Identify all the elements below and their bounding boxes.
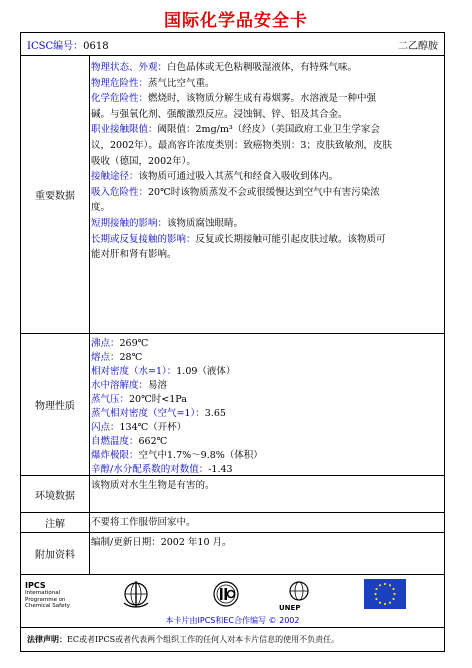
data-line — [91, 91, 442, 107]
ilo-emblem-icon — [211, 579, 241, 609]
field-value: 269℃ — [119, 338, 149, 349]
important-data-content — [91, 60, 442, 263]
unep-label: UNEP — [279, 604, 301, 612]
data-line — [91, 421, 442, 435]
physical-properties-row — [21, 334, 444, 476]
field-value: 阈限值：2mg/m³（经皮）（美国政府工业卫生学家会 — [157, 124, 380, 136]
data-line — [91, 154, 442, 170]
physical-properties-content — [91, 337, 442, 477]
field-value: 吸收（德国，2002年）。 — [91, 155, 196, 167]
data-line — [91, 407, 442, 421]
safety-card — [20, 32, 445, 628]
note-row — [21, 513, 444, 533]
data-line — [91, 463, 442, 477]
data-line — [91, 365, 442, 379]
additional-info-row — [21, 533, 444, 575]
field-key: 职业接触限值： — [91, 124, 158, 136]
eu-flag-icon — [364, 579, 406, 609]
ipcs-line3: Chemical Safety — [25, 603, 70, 609]
field-value: 碱。与强氧化剂、强酸激烈反应。浸蚀铜、锌、铝及其合金。 — [91, 108, 348, 120]
data-line — [91, 107, 442, 123]
disclaimer-text: EC或者IPCS或者代表两个组织工作的任何人对本卡片信息的使用不负责任。 — [67, 635, 340, 644]
field-key: 熔点： — [91, 352, 120, 363]
environment-label: 环境数据 — [21, 476, 90, 512]
credit-line: 本卡片由IPCS和EC合作编写 © 2002 — [165, 616, 300, 625]
field-value: 该物质腐蚀眼睛。 — [167, 217, 244, 229]
field-value: 燃烧时，该物质分解生成有毒烟雾。水溶液是一种中强 — [148, 93, 377, 105]
data-line — [91, 247, 442, 263]
field-key: 水中溶解度： — [91, 380, 149, 391]
field-value: 反复或长期接触可能引起皮肤过敏。该物质可 — [195, 233, 386, 245]
important-data-row — [21, 56, 444, 334]
data-line — [91, 216, 442, 232]
environment-row — [21, 476, 444, 513]
data-line — [91, 393, 442, 407]
data-line — [91, 435, 442, 449]
data-line — [91, 138, 442, 154]
field-key: 短期接触的影响： — [91, 217, 168, 229]
field-key: 相对密度（水=1）： — [91, 366, 177, 377]
field-key: 物理危险性： — [91, 77, 149, 89]
field-value: 蒸气比空气重。 — [148, 77, 215, 89]
data-line — [91, 449, 442, 463]
ipcs-footer — [21, 575, 444, 630]
ipcs-name: IPCS — [25, 581, 46, 590]
data-line — [91, 76, 442, 92]
data-line — [91, 60, 442, 76]
data-line — [91, 351, 442, 365]
data-line — [91, 169, 442, 185]
field-key: 吸入危险性： — [91, 186, 149, 198]
data-line — [91, 379, 442, 393]
field-key: 接触途径： — [91, 171, 139, 183]
field-key: 蒸气相对密度（空气=1）： — [91, 408, 205, 419]
field-value: 度。 — [91, 202, 111, 214]
field-value: 662℃ — [138, 436, 168, 447]
field-value: 白色晶体或无色粘稠吸湿液体，有特殊气味。 — [167, 62, 358, 73]
field-key: 长期或反复接触的影响： — [91, 233, 196, 245]
field-key: 辛醇/水分配系数的对数值： — [91, 464, 209, 475]
header-row — [21, 33, 444, 56]
data-line — [91, 122, 442, 138]
field-key: 闪点： — [91, 422, 120, 433]
field-value: 该物质可通过吸入其蒸气和经食入吸收到体内。 — [138, 171, 339, 183]
card-title: 国际化学品安全卡 — [164, 11, 308, 31]
field-key: 蒸气压： — [91, 394, 130, 405]
field-value: 134℃（开杯） — [119, 422, 187, 433]
field-value: 3.65 — [204, 408, 226, 419]
field-value: 1.09（液体） — [176, 366, 236, 377]
field-value: 20℃时该物质蒸发不会或很缓慢达到空气中有害污染浓 — [148, 186, 380, 198]
who-emblem-icon — [121, 579, 151, 609]
field-key: 化学危险性： — [91, 93, 149, 105]
legal-disclaimer — [20, 628, 445, 652]
data-line — [91, 185, 442, 201]
ipcs-logo-text — [25, 581, 70, 610]
field-value: 议，2002年）。最高容许浓度类别：致癌物类别：3；皮肤致敏剂，皮肤 — [91, 139, 392, 151]
field-key: 物理状态、外观： — [91, 62, 168, 73]
field-value: 易溶 — [148, 380, 168, 391]
important-data-label: 重要数据 — [21, 56, 90, 333]
field-value: 空气中1.7%～9.8%（体积） — [138, 450, 263, 461]
physical-properties-label: 物理性质 — [21, 334, 90, 475]
field-key: 沸点： — [91, 338, 120, 349]
additional-info-text: 编制/更新日期：2002 年10 月。 — [91, 537, 232, 548]
note-label: 注解 — [21, 513, 90, 532]
field-key: 爆炸极限： — [91, 450, 139, 461]
field-value: 能对肝和肾有影响。 — [91, 249, 177, 261]
data-line — [91, 200, 442, 216]
chemical-name: 二乙醇胺 — [398, 41, 438, 52]
environment-text: 该物质对水生生物是有害的。 — [91, 480, 215, 491]
icsc-number — [27, 37, 109, 52]
note-text: 不要将工作服带回家中。 — [91, 517, 196, 528]
field-value: 20℃时<1Pa — [129, 394, 187, 405]
field-value: -1.43 — [208, 464, 233, 475]
icsc-label: ICSC编号： — [27, 41, 84, 52]
field-value: 28℃ — [119, 352, 143, 363]
additional-info-label: 附加资料 — [21, 533, 90, 574]
field-key: 自燃温度： — [91, 436, 139, 447]
icsc-value: 0618 — [83, 41, 109, 52]
disclaimer-label: 法律声明： — [27, 634, 67, 644]
ipcs-line2: Programme on — [25, 596, 66, 603]
data-line — [91, 337, 442, 351]
ipcs-line1: International — [25, 590, 61, 596]
data-line — [91, 232, 442, 248]
